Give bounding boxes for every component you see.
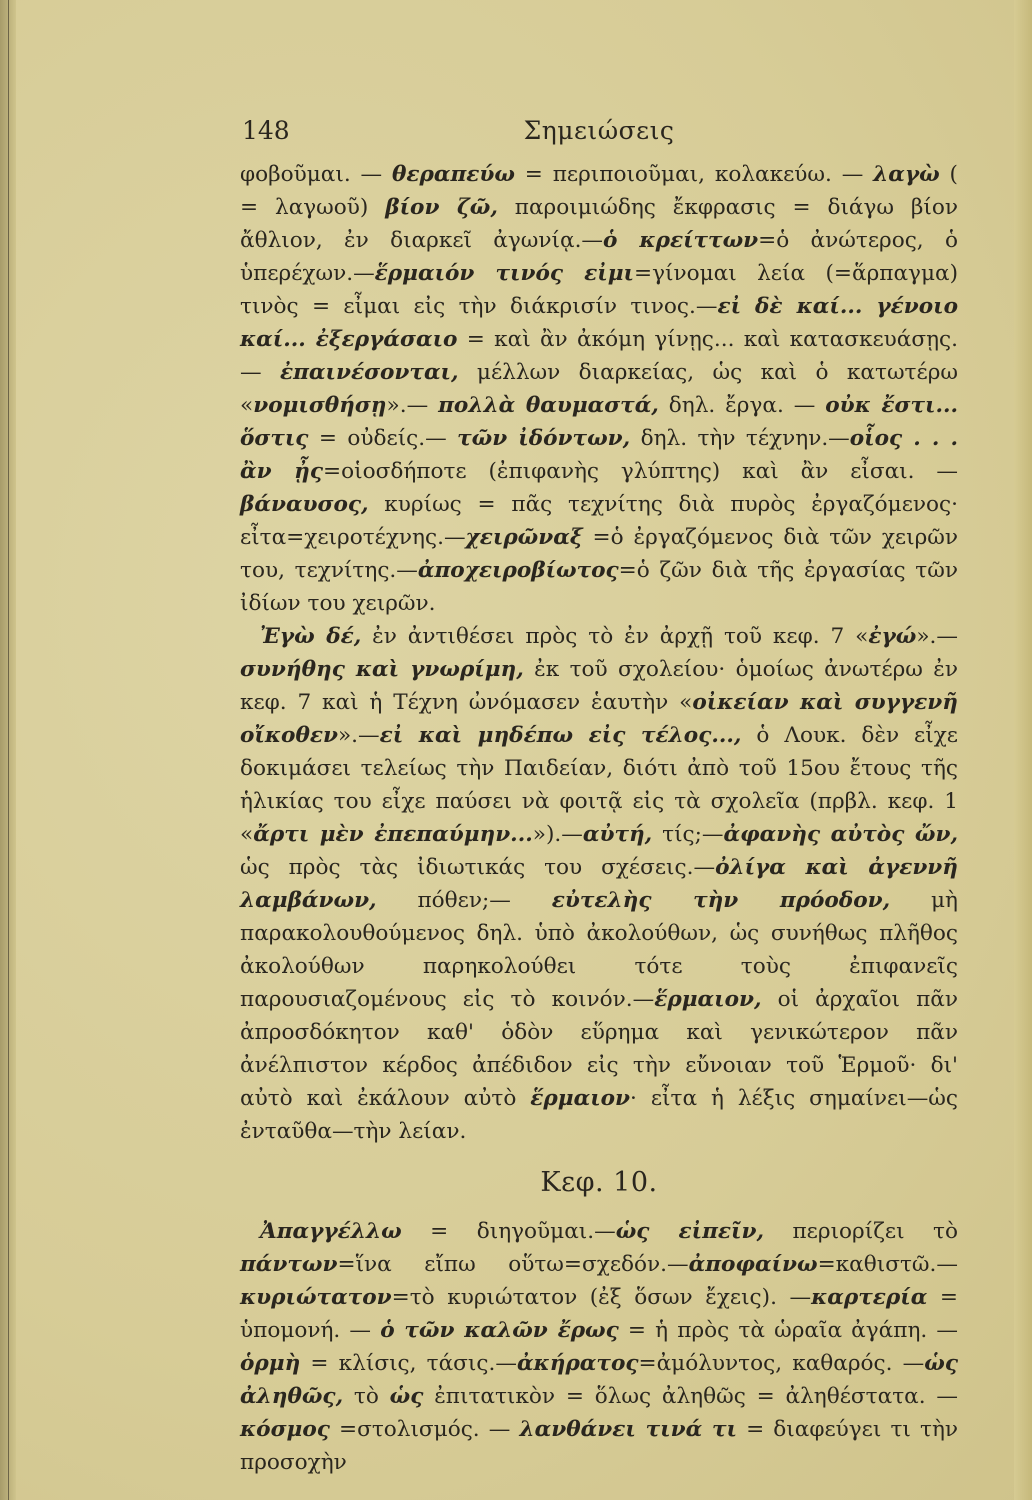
gloss-text: κυρίως = πᾶς τεχνίτης διὰ πυρὸς ἐργαζόμενος· εἶτα=χειροτέχνης.—	[240, 492, 958, 550]
paragraph	[240, 158, 958, 620]
gloss-text: μέλλων διαρκείας, ὡς καὶ ὁ κατωτέρω «	[240, 360, 958, 418]
lemma-term: εἰ δὲ καί... γένοιο καί... ἐξεργάσαιο	[240, 294, 958, 352]
gloss-text: »).—	[532, 822, 583, 847]
gloss-text: =τὸ κυριώτατον (ἐξ ὅσων ἔχεις). —	[391, 1285, 812, 1310]
lemma-term: χειρῶναξ	[465, 525, 583, 550]
page-edge	[1014, 0, 1032, 1500]
lemma-term: αὐτή,	[582, 822, 653, 847]
lemma-term: ἐπαινέσονται,	[280, 360, 459, 385]
notes-body	[240, 158, 958, 1479]
lemma-term: ἕρμαιον,	[654, 987, 762, 1012]
lemma-term: βίον ζῶ,	[385, 195, 498, 220]
gloss-text: ».—	[337, 723, 380, 748]
lemma-term: Ἐγὼ δέ,	[260, 624, 362, 649]
lemma-term: κυριώτατον	[240, 1285, 392, 1310]
lemma-term: ἄρτι μὲν ἐπεπαύμην...	[253, 822, 533, 847]
gloss-text: τὸ	[343, 1384, 390, 1409]
gloss-text: δηλ. ἔργα. —	[658, 393, 826, 418]
lemma-term: ὡς	[389, 1384, 424, 1409]
lemma-term: οὐκ ἔστι... ὅστις	[240, 393, 958, 451]
running-title: Σημειώσεις	[523, 116, 675, 145]
binding-line	[8, 0, 9, 1500]
lemma-term: ἀκήρατος	[516, 1351, 639, 1376]
gloss-text: =γίνομαι λεία (=ἅρπαγμα) τινὸς = εἶμαι εἰς τὴν διάκρισίν τινος.—	[240, 261, 959, 319]
lemma-term: ὁ τῶν καλῶν ἔρως	[380, 1318, 619, 1343]
lemma-term: ἐγώ	[868, 624, 917, 649]
page-header	[240, 116, 958, 156]
gloss-text: πόθεν;—	[376, 888, 552, 913]
paragraph	[240, 620, 958, 1148]
paragraph	[240, 1215, 958, 1479]
lemma-term: ὀλίγα καὶ ἀγεννῆ λαμβάνων,	[240, 855, 958, 913]
book-page	[240, 116, 958, 1479]
lemma-term: ὁρμὴ	[240, 1351, 301, 1376]
gloss-text: · εἶτα ἡ λέξις σημαίνει—ὡς ἐνταῦθα—τὴν λείαν.	[240, 1086, 958, 1144]
lemma-term: θεραπεύω	[391, 162, 515, 187]
gloss-text: περιορίζει τὸ	[764, 1219, 958, 1244]
lemma-term: καρτερία	[811, 1285, 928, 1310]
gloss-text: =ἵνα εἴπω οὕτω=σχεδόν.—	[337, 1252, 689, 1277]
lemma-term: λανθάνει τινά τι	[519, 1417, 737, 1442]
lemma-term: Ἀπαγγέλλω	[260, 1219, 402, 1244]
gloss-text: =οἱοσδήποτε (ἐπιφανὴς γλύπτης) καὶ ἂν εἶσαι. —	[323, 459, 959, 484]
lemma-term: ἀφανὴς αὐτὸς ὤν,	[723, 822, 958, 847]
gloss-text: ( = λαγωοῦ)	[240, 162, 958, 220]
lemma-term: συνήθης καὶ γνωρίμη,	[240, 657, 524, 682]
lemma-term: ἀποχειροβίωτος	[417, 558, 619, 583]
gloss-text: = περιποιοῦμαι, κολακεύω. —	[514, 162, 874, 187]
gloss-text: = οὐδείς.—	[308, 426, 458, 451]
lemma-term: εἰ καὶ μηδέπω εἰς τέλος...,	[379, 723, 742, 748]
gloss-text: ἐν ἀντιθέσει πρὸς τὸ ἐν ἀρχῇ τοῦ κεφ. 7 «	[361, 624, 869, 649]
gloss-text: φοβοῦμαι. —	[240, 162, 392, 187]
lemma-term: νομισθήσῃ	[253, 393, 387, 418]
lemma-term: εὐτελὴς τὴν πρόοδον,	[551, 888, 891, 913]
lemma-term: ὁ κρείττων	[603, 228, 759, 253]
lemma-term: ὡς εἰπεῖν,	[615, 1219, 765, 1244]
gloss-text: = διηγοῦμαι.—	[401, 1219, 616, 1244]
gloss-text: ἐκ τοῦ σχολείου· ὁμοίως ἀνωτέρω ἐν κεφ. 7 καὶ ἡ Τέχνη ὠνόμασεν ἑαυτὴν «	[240, 657, 958, 715]
gloss-text: =ὁ ἀνώτερος, ὁ ὑπερέχων.—	[240, 228, 958, 286]
gloss-text: οἱ ἀρχαῖοι πᾶν ἀπροσδόκητον καθ' ὁδὸν εὕρημα καὶ γενικώτερον πᾶν ἀνέλπιστον κέρδος ἀπέδιδον εἰς τὴν εὔνοιαν τοῦ Ἑρμοῦ· δι' αὐτὸ καὶ ἐκάλουν αὐτὸ	[240, 987, 959, 1111]
lemma-term: λαγὼ	[873, 162, 940, 187]
lemma-term: ἕρμαιον	[530, 1086, 631, 1111]
gloss-text: = κλίσις, τάσις.—	[300, 1351, 517, 1376]
gloss-text: =ἀμόλυντος, καθαρός. —	[638, 1351, 925, 1376]
gloss-text: δηλ. τὴν τέχνην.—	[630, 426, 850, 451]
gloss-text: ἐπιτατικὸν = ὅλως ἀληθῶς = ἀληθέστατα. —	[423, 1384, 958, 1409]
gloss-text: παροιμιώδης ἔκφρασις = διάγω βίον ἄθλιον, ἐν διαρκεῖ ἀγωνίᾳ.—	[240, 195, 958, 253]
gloss-text: μὴ παρακολουθούμενος δηλ. ὑπὸ ἀκολούθων, ὡς συνήθως πλῆθος ἀκολούθων παρηκολούθει τότε τοὺς ἐπιφανεῖς παρουσιαζομένους εἰς τὸ κοινόν.—	[240, 888, 958, 1012]
lemma-term: ὡς ἀληθῶς,	[240, 1351, 958, 1409]
gloss-text: τίς;—	[652, 822, 724, 847]
lemma-term: ἕρμαιόν τινός εἰμι	[374, 261, 634, 286]
gloss-text: =καθιστῶ.—	[817, 1252, 958, 1277]
lemma-term: βάναυσος,	[240, 492, 369, 517]
gloss-text: = ἡ πρὸς τὰ ὡραῖα ἀγάπη. —	[618, 1318, 958, 1343]
gloss-text: =στολισμός. —	[329, 1417, 520, 1442]
lemma-term: κόσμος	[240, 1417, 330, 1442]
gloss-text: ».—	[916, 624, 958, 649]
lemma-term: πολλὰ θαυμαστά,	[438, 393, 659, 418]
gloss-text: =ὁ ζῶν διὰ τῆς ἐργασίας τῶν ἰδίων του χειρῶν.	[240, 558, 958, 616]
lemma-term: οἰκείαν καὶ συγγενῆ οἴκοθεν	[240, 690, 958, 748]
gloss-text: = διαφεύγει τι τὴν προσοχὴν	[240, 1417, 959, 1475]
lemma-term: ἀποφαίνω	[688, 1252, 818, 1277]
page-number: 148	[242, 116, 290, 145]
chapter-heading: Κεφ. 10.	[540, 1167, 658, 1198]
lemma-term: οἷος . . . ἂν ᾖς	[240, 426, 958, 484]
lemma-term: τῶν ἰδόντων,	[457, 426, 631, 451]
gloss-text: ὁ Λουκ. δὲν εἶχε δοκιμάσει τελείως τὴν Παιδείαν, διότι ἀπὸ τοῦ 15ου ἔτους τῆς ἡλικίας του εἶχε παύσει νὰ φοιτᾷ εἰς τὰ σχολεῖα (πρβλ. κεφ. 1 «	[240, 723, 958, 847]
gloss-text: ὡς πρὸς τὰς ἰδιωτικάς του σχέσεις.—	[240, 855, 716, 880]
gloss-text: ».—	[386, 393, 439, 418]
gloss-text: = ὑπομονή. —	[240, 1285, 958, 1343]
lemma-term: πάντων	[240, 1252, 338, 1277]
gloss-text: = καὶ ἂν ἀκόμη γίνῃς... καὶ κατασκευάσῃς. —	[240, 327, 958, 385]
gloss-text: =ὁ ἐργαζόμενος διὰ τῶν χειρῶν του, τεχνίτης.—	[240, 525, 958, 583]
